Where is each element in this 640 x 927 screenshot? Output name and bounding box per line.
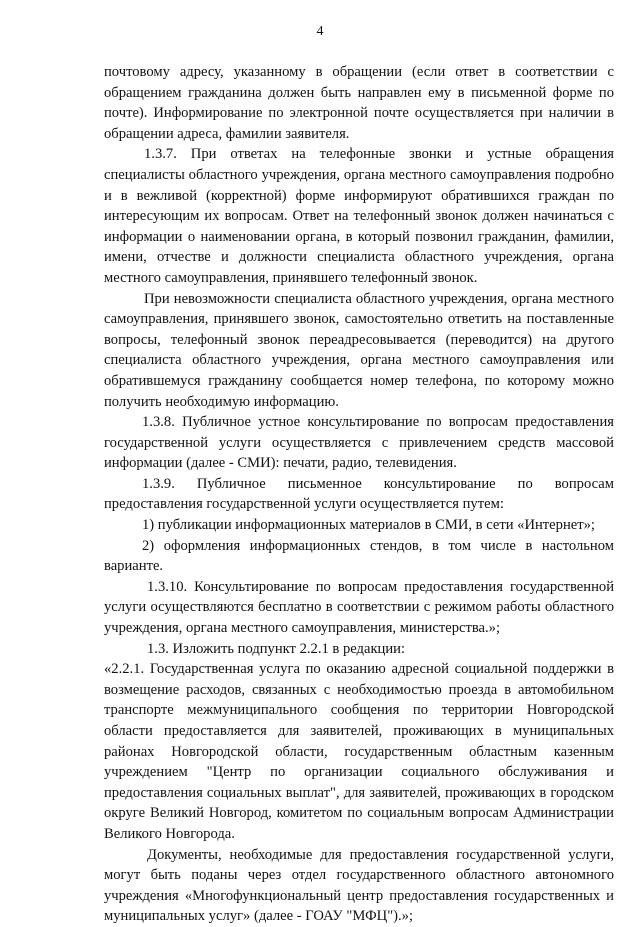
paragraph-continuation: почтовому адресу, указанному в обращении (если ответ в соответствии с обращением гражданина должен быть направлен ему в письменной форме по почте). Информирование по электронной почте осуществляется при наличии в обращении адреса, фамилии заявителя. <box>104 64 614 142</box>
document-body <box>104 62 614 927</box>
paragraph-phone-redirect: При невозможности специалиста областного учреждения, органа местного самоуправления, принявшего звонок, самостоятельно ответить на поставленные вопросы, телефонный звонок переадресовывается (переводится) на другого специалиста областного учреждения, органа местного самоуправления или обратившемуся гражданину сообщается номер телефона, по которому можно получить необходимую информацию. <box>104 290 614 410</box>
paragraph-1-3-10: 1.3.10. Консультирование по вопросам предоставления государственной услуги осуществляются бесплатно в соответствии с режимом работы областного учреждения, органа местного самоуправления, министерства.»; <box>104 578 614 637</box>
page-number: 4 <box>316 24 324 39</box>
paragraph-1-3-7: 1.3.7. При ответах на телефонные звонки и устные обращения специалисты областного учреждения, органа местного самоуправления подробно и в вежливой (корректной) форме информируют обратившихся граждан по интересующим их вопросам. Ответ на телефонный звонок должен начинаться с информации о наименовании органа, в который позвонил гражданин, фамилии, имени, отчестве и должности специалиста областного учреждения, органа местного самоуправления, принявшего телефонный звонок. <box>104 146 614 286</box>
list-item-1: 1) публикации информационных материалов в СМИ, в сети «Интернет»; <box>142 517 595 534</box>
paragraph-1-3-9: 1.3.9. Публичное письменное консультирование по вопросам предоставления государственной услуги осуществляется путем: <box>104 475 614 513</box>
paragraph-1-3-8: 1.3.8. Публичное устное консультирование по вопросам предоставления государственной услуги осуществляется с привлечением средств массовой информации (далее - СМИ): печати, радио, телевидения. <box>104 414 614 472</box>
paragraph-1-3: 1.3. Изложить подпункт 2.2.1 в редакции: <box>147 640 406 657</box>
list-item-2: 2) оформления информационных стендов, в том числе в настольном варианте. <box>104 537 614 575</box>
paragraph-2-2-1: «2.2.1. Государственная услуга по оказанию адресной социальной поддержки в возмещение расходов, связанных с необходимостью проезда в автомобильном транспорте межмуниципального сообщения по территории Новгородской области предоставляется для заявителей, проживающих в муниципальных районах Новгородской области, государственным областным казенным учреждением "Центр по организации социального обслуживания и предоставления социальных выплат", для заявителей, проживающих в городском округе Великий Новгород, комитетом по социальным вопросам Администрации Великого Новгорода. <box>104 661 614 842</box>
paragraph-documents: Документы, необходимые для предоставления государственной услуги, могут быть поданы через отдел государственного областного автономного учреждения «Многофункциональный центр предоставления государственных и муниципальных услуг» (далее - ГОАУ "МФЦ").»; <box>104 846 614 925</box>
